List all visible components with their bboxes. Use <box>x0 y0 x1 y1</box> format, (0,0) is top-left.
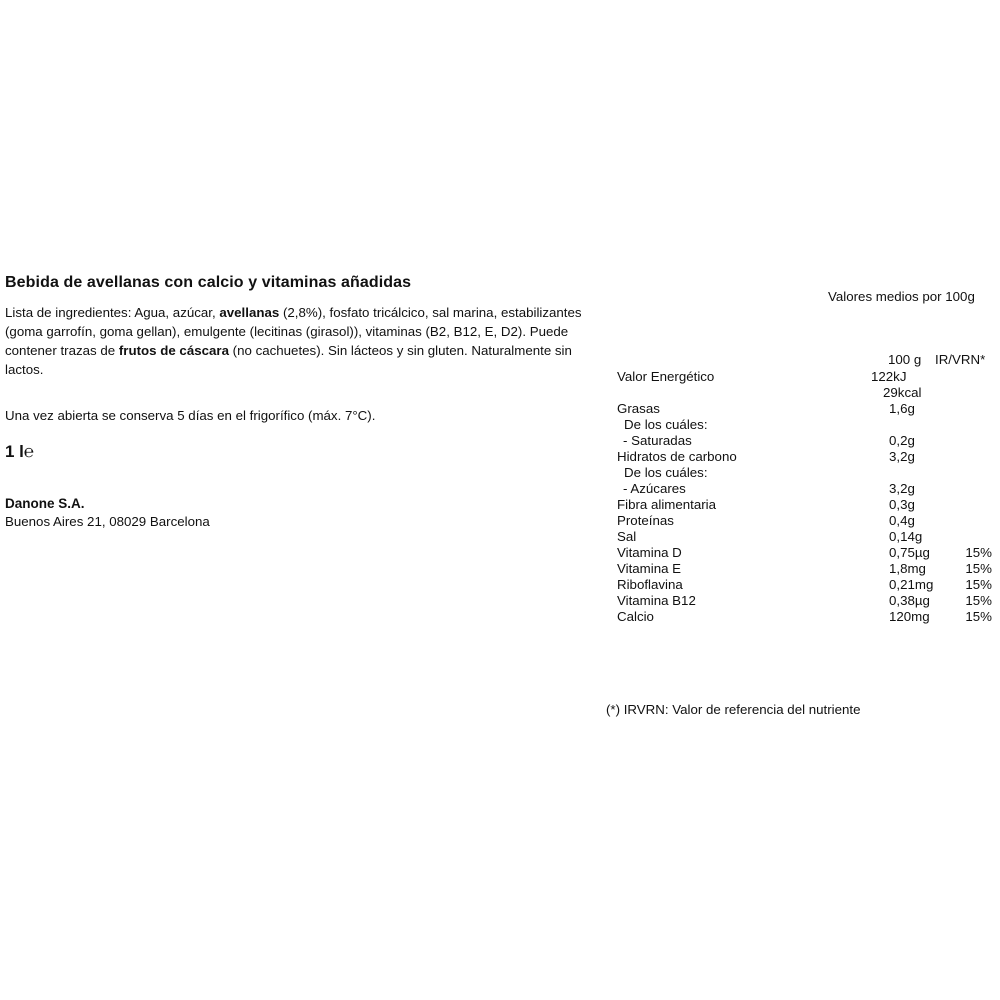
storage-instructions: Una vez abierta se conserva 5 días en el frigorífico (máx. 7°C). <box>5 408 376 423</box>
nutrient-vrn: 15% <box>965 545 992 560</box>
nutrient-vrn: 15% <box>965 577 992 592</box>
nutrient-value: 0,75µg <box>889 545 930 560</box>
nutrient-name: - Azúcares <box>623 481 686 496</box>
nutrient-name: Proteínas <box>617 513 674 528</box>
nutrient-value: 122kJ <box>871 369 907 384</box>
ingredients-text <box>5 303 595 379</box>
nutrition-row <box>617 529 992 545</box>
nutrient-name: Sal <box>617 529 637 544</box>
product-title: Bebida de avellanas con calcio y vitaminas añadidas <box>5 274 412 291</box>
column-header-100g: 100 g <box>888 352 922 367</box>
volume-label: 1 l℮ <box>5 442 35 461</box>
nutrient-value: 0,14g <box>889 529 923 544</box>
nutrient-value: 0,4g <box>889 513 915 528</box>
nutrient-vrn: 15% <box>965 609 992 624</box>
nutrient-name: Fibra alimentaria <box>617 497 717 512</box>
ingredients-bold-nuts: frutos de cáscara <box>118 343 229 358</box>
nutrition-row <box>617 609 992 625</box>
nutrition-row <box>617 465 992 481</box>
column-header-vrn: IR/VRN* <box>935 352 986 367</box>
nutrient-name: Riboflavina <box>617 577 683 592</box>
nutrition-row <box>617 481 992 497</box>
nutrient-value: 0,2g <box>889 433 915 448</box>
nutrition-row <box>617 369 992 385</box>
nutrient-value: 3,2g <box>889 449 915 464</box>
ingredients-part-3: (no cachuetes). Sin lácteos y sin gluten. Naturalmente sin lactos. <box>5 343 572 377</box>
nutrient-name: Vitamina D <box>617 545 682 560</box>
nutrition-row <box>617 385 992 401</box>
nutrition-row <box>617 433 992 449</box>
nutrient-value: 1,8mg <box>889 561 926 576</box>
nutrient-value: 3,2g <box>889 481 915 496</box>
nutrition-row <box>617 545 992 561</box>
nutrient-name: Vitamina E <box>617 561 682 576</box>
nutrition-row <box>617 401 992 417</box>
nutrition-row <box>617 497 992 513</box>
ingredients-bold-hazelnuts: avellanas <box>219 305 280 320</box>
nutrient-name: Calcio <box>617 609 654 624</box>
nutrient-value: 29kcal <box>883 385 922 400</box>
ingredients-part-1: Lista de ingredientes: Agua, azúcar, <box>5 305 220 320</box>
company-address: Buenos Aires 21, 08029 Barcelona <box>5 514 210 529</box>
nutrient-name: Grasas <box>617 401 660 416</box>
nutrient-name: Vitamina B12 <box>617 593 696 608</box>
nutrition-row <box>617 561 992 577</box>
nutrient-value: 0,38µg <box>889 593 930 608</box>
nutrition-table <box>617 369 992 625</box>
nutrient-name: - Saturadas <box>623 433 692 448</box>
nutrition-row <box>617 577 992 593</box>
nutrient-value: 0,21mg <box>889 577 934 592</box>
nutrient-name: De los cuáles: <box>624 417 708 432</box>
nutrient-vrn: 15% <box>965 561 992 576</box>
nutrient-vrn: 15% <box>965 593 992 608</box>
per-100g-label: Valores medios por 100g <box>828 289 975 304</box>
nutrient-value: 120mg <box>889 609 930 624</box>
nutrition-row <box>617 593 992 609</box>
nutrient-value: 1,6g <box>889 401 915 416</box>
nutrient-name: Hidratos de carbono <box>617 449 737 464</box>
nutrition-row <box>617 417 992 433</box>
nutrient-value: 0,3g <box>889 497 915 512</box>
nutrition-row <box>617 449 992 465</box>
nutrient-name: De los cuáles: <box>624 465 708 480</box>
ingredients-part-2: (2,8%), fosfato tricálcico, sal marina, estabilizantes (goma garrofín, goma gellan), emulgente (lecitinas (girasol)), vitaminas (B2, B12, E, D2). Puede contener trazas de <box>5 305 582 358</box>
nutrient-name: Valor Energético <box>617 369 715 384</box>
nutrition-row <box>617 513 992 529</box>
company-name: Danone S.A. <box>5 496 85 511</box>
vrn-footnote: (*) IRVRN: Valor de referencia del nutriente <box>606 702 861 717</box>
